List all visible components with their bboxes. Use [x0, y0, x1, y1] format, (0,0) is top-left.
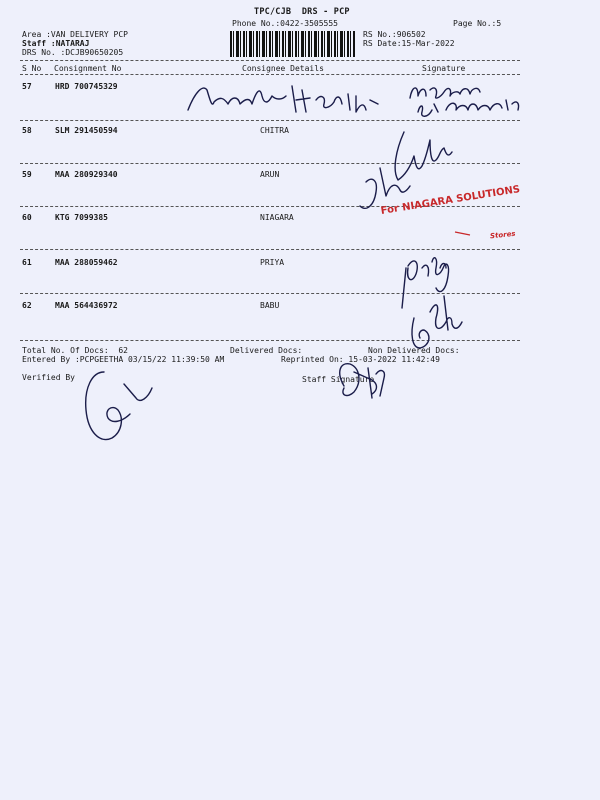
row-consignee: NIAGARA: [260, 213, 294, 222]
row-consignment: KTG 7099385: [55, 213, 108, 222]
phone-number: Phone No.:0422-3505555: [232, 19, 338, 28]
handwriting-row61-sign: [402, 258, 449, 308]
document-title: TPC/CJB DRS - PCP: [254, 7, 350, 17]
handwriting-staff-sign: [340, 364, 385, 398]
entered-by: Entered By :PCPGEETHA 03/15/22 11:39:50 AM: [22, 355, 225, 364]
row-consignee: BABU: [260, 301, 280, 310]
delivered-docs: Delivered Docs:: [230, 346, 303, 355]
handwriting-verified-sign: [86, 372, 152, 440]
page-number: Page No.:5: [453, 19, 502, 28]
staff-signature: Staff Signature: [302, 375, 375, 384]
rs-number: RS No.:906502: [363, 30, 426, 39]
handwriting-row58-sign: [360, 132, 452, 208]
handwriting-row62-sign: [412, 296, 462, 348]
company-stamp: For NIAGARA SOLUTIONS: [380, 184, 521, 217]
row-consignment: MAA 288059462: [55, 258, 118, 267]
row-consignee: CHITRA: [260, 126, 289, 135]
rs-date: RS Date:15-Mar-2022: [363, 39, 455, 48]
stamp-store-label: Stores: [489, 229, 516, 241]
handwriting-row57-name: [188, 86, 378, 112]
row-sno: 61: [22, 258, 32, 267]
column-signature: Signature: [422, 64, 466, 73]
row-consignment: MAA 564436972: [55, 301, 118, 310]
drs-number: DRS No. :DCJB90650205: [22, 48, 124, 57]
reprinted-on: Reprinted On: 15-03-2022 11:42:49: [281, 355, 440, 364]
row-consignment: SLM 291450594: [55, 126, 118, 135]
total-docs: Total No. Of Docs: 62: [22, 346, 128, 355]
row-sno: 62: [22, 301, 32, 310]
column-consignee: Consignee Details: [242, 64, 324, 73]
row-sno: 59: [22, 170, 32, 179]
row-consignment: HRD 700745329: [55, 82, 118, 91]
row-consignee: PRIYA: [260, 258, 285, 267]
row-sno: 58: [22, 126, 32, 135]
row-sno: 60: [22, 213, 32, 222]
row-consignment: MAA 280929340: [55, 170, 118, 179]
row-consignee: ARUN: [260, 170, 280, 179]
column-consignment: Consignment No: [54, 64, 122, 73]
row-sno: 57: [22, 82, 32, 91]
stamp-underline: [455, 232, 470, 235]
staff-field: Staff :NATARAJ: [22, 39, 90, 48]
non-delivered-docs: Non Delivered Docs:: [368, 346, 460, 355]
column-sno: S No: [22, 64, 42, 73]
verified-by: Verified By: [22, 373, 75, 382]
area-field: Area :VAN DELIVERY PCP: [22, 30, 128, 39]
handwriting-row57-note: [410, 88, 519, 116]
